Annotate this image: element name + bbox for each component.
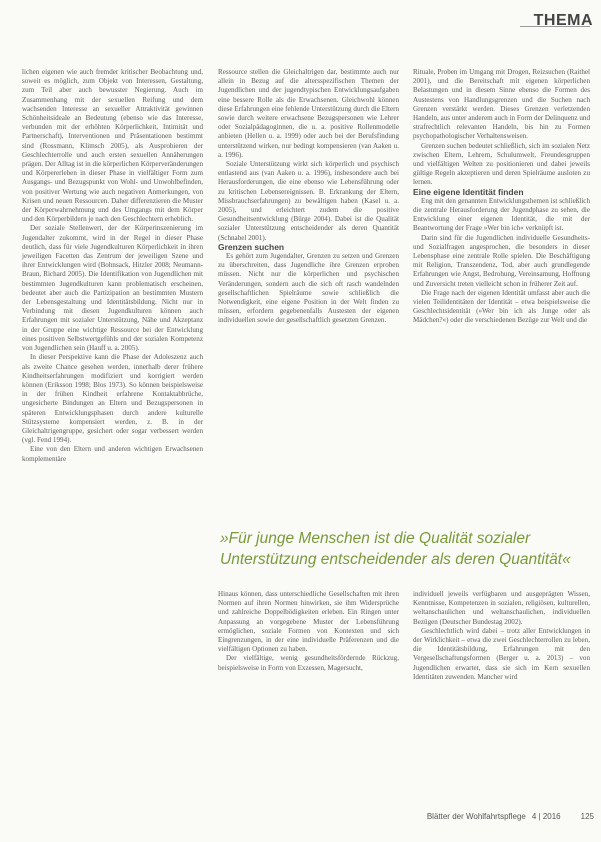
paragraph: Der soziale Stellenwert, der der Körperinszenierung im Jugendalter zukommt, wird in der Regel in dieser Phase deutlich, dass für viele Jugendkulturen Körperlichkeit in ihren jeweiligen Facetten das Zentrum der jeweiligen Szene und ihrer Entwicklungen wird (Bohnsack, Hitzler 2008; Neumann-Braun, Richard 2005). Die Identifikation von Jugendlichen mit bestimmten Jugendkulturen kann problematisch erscheinen, bedeutet aber auch die Partizipation an bestimmten Mustern der Lebensgestaltung und Identitätsbildung. Nicht nur in Verbindung mit diesen Jugendkulturen können auch Erfahrungen mit sozialer Unterstützung, Nähe und Akzeptanz in der Gruppe eine wichtige Ressource bei der Entwicklung eines positiven Selbstwertgefühls und der sozialen Kompetenz von Jugendlichen sein (Hauff u. a. 2005). <box>22 224 203 353</box>
issue-number: 4 | 2016 <box>531 812 561 821</box>
paragraph: Rituale, Proben im Umgang mit Drogen, Reizsuchen (Raithel 2001), und die Bereitschaft mit eigenen körperlichen Belastungen und in diesem Sinne ebenso die Formen des Austestens von Handlungsgrenzen und die Suchen nach Grenzen verstärkt werden. Dieses Grenzen verletzenden Handeln, aus unter anderem auch in Form der Delinquenz und strafrechtlich relevanten Handeln, bis hin zu Formen psychopathologischer Verhaltensweisen. <box>413 68 590 141</box>
paragraph: individuell jeweils verfügbaren und ausgeprägten Wissen, Kenntnisse, Kompetenzen in sozialen, religiösen, kulturellen, weltanschaulichen und weltanschaulichen, individuellen Bezügen (Deutscher Bundestag 2002). <box>413 590 590 626</box>
column-right <box>413 68 590 326</box>
journal-name: Blätter der Wohlfahrtspflege <box>426 812 526 821</box>
page-number: 125 <box>580 812 594 821</box>
paragraph: Hinaus können, dass unterschiedliche Gesellschaften mit ihren Normen auf ihren Normen hinwirken, sie ihm Widersprüche und zahlreiche Doppelbödigkeiten erleben. Ein Ringen unter Anpassung an vorgegebene Muster der Lebensführung ermöglichen, soziale Formen von Kontexten und sich Eingrenzungen, in der eine individuelle Präferenzen und die vielfältigen Optionen zu haben. <box>218 590 399 654</box>
column-left <box>22 68 203 464</box>
column-middle <box>218 68 399 326</box>
paragraph: In dieser Perspektive kann die Phase der Adoleszenz auch als zweite Chance gesehen werden, innerhalb derer frühere Kindheitserfahrungen modifiziert und korrigiert werden können (Eriksson 1998; Blos 1973). So können beispielsweise in der frühen Kindheit erfahrene Kontaktabbrüche, ungesicherte Bindungen an Eltern und Bezugspersonen in späteren Entwicklungsphasen durch andere kulturelle Stützsysteme kompensiert werden, z. B. in der Gleichaltrigengruppe, gesichert oder sogar verbessert werden (vgl. Fend 1994). <box>22 353 203 445</box>
section-label: THEMA <box>533 12 593 29</box>
paragraph: Eng mit den genannten Entwicklungsthemen ist schließlich die zentrale Herausforderung der Jugendphase zu sehen, die Entwicklung einer eigenen Identität, die mit der Beantwortung der Frage »Wer bin ich« verknüpft ist. <box>413 196 590 233</box>
subheading-identitaet: Eine eigene Identität finden <box>413 186 524 197</box>
subheading-grenzen: Grenzen suchen <box>218 241 285 252</box>
paragraph: Es gehört zum Jugendalter, Grenzen zu setzen und Grenzen zu überschreiten, dass Jugendliche ihre Grenzen erproben müssen. Nicht nur die körperlichen und psychischen Veränderungen, sondern auch die sich oft rasch wandelnden gesellschaftlichen Spielräume sowie schließlich die Notwendigkeit, eine eigene Position in der Welt finden zu müssen, erfordern gegebenenfalls Austesten der eigenen individuellen sowie der gesellschaftlich gesetzten Grenzen. <box>218 252 399 325</box>
paragraph: lichen eigenen wie auch fremder kritischer Beobachtung und, soweit es möglich, zum Objekt von Interessen, Gestaltung, zum Teil aber auch bewusster Negierung. Auch im Zusammenhang mit der sexuellen Reifung und dem wachsenden Interesse an sexueller Attraktivität gewinnen Schönheitsideale an Bedeutung (ebenso wie das Interesse, verbunden mit der erhöhten Körperlichkeit, Intimität und Partnerschaft), Interventionen und Präsentationen bestimmt sind (Rossmann, Klimsch 2005), als Ausprobieren der Geschlechterrolle und auch ersten sexuellen Annäherungen prägen. Der Alltag ist in die körperlichen Körperveränderungen und Körpererleben in dieser Phase in vielfältiger Form zum Ausgangs- und Bezugspunkt von Wohl- und Unwohlbefinden, von positiver Wertung wie auch negativen Anmerkungen, von Krisen und neuen Ressourcen. Daher differenzieren die Muster der Körperwahrnehmung und des Umgangs mit dem Körper und den Körperbildern je nach den Geschlechtern erheblich. <box>22 68 203 224</box>
paragraph: Geschlechtlich wird dabei – trotz aller Entwicklungen in der Wirklichkeit – etwa die zwei Geschlechterrollen zu leben, die Identitätsbildung, Erfahrungen mit den Vergesellschaftungsformen (Berger u. a. 2013) – von Jugendlichen erwartet, dass sie sich im Kern sexuellen Identitäten zuwenden. Mancher wird <box>413 626 590 681</box>
paragraph: Grenzen suchen bedeutet schließlich, sich im sozialen Netz zwischen Eltern, Lehrern, Schulumwelt, Freundesgruppen und vielfältigen Welten zu positionieren und dabei jeweils gültige Regeln akzeptieren und deren Spielräume ausloten zu lernen. <box>413 141 590 187</box>
paragraph: Soziale Unterstützung wirkt sich körperlich und psychisch entlastend aus (van Aaken u. a. 1996), insbesondere auch bei Herausforderungen, die eine ebenso wie Lebensführung oder zu kritischen Lebensereignissen. B. Erkrankung der Eltern, Missbrauchserfahrungen) zu bewältigen haben (Kasel u. a. 2005), und erleichtert zudem die positive Gesundheitsentwicklung (Bürge 2004). Dabei ist die Qualität sozialer Unterstützung entscheidender als deren Quantität (Schnabel 2001). <box>218 160 399 242</box>
page-footer <box>358 812 594 821</box>
paragraph: Eine von den Eltern und anderen wichtigen Erwachsenen komplementäre <box>22 445 203 463</box>
paragraph: Ressource stellen die Gleichaltrigen dar, bestimmte auch nur allein in Bezug auf die altersspezifischen Themen der Jugendlichen und der jugendtypischen Entwicklungsaufgaben eine bessere Rolle als die Erwachsenen. Gleichwohl können diese Erfahrungen eine fehlende Unterstützung durch die Eltern sowie durch weitere erwachsene Bezugspersonen wie Lehrer oder Sozialpädagoginnen, die u. a. positive Rollenmodelle anbieten (Hellen u. a. 1999) oder auch bei der Berufsfindung unterstützend wirken, nur bedingt kompensieren (van Aaken u. a. 1996). <box>218 68 400 159</box>
column-middle-lower <box>218 590 399 673</box>
pull-quote: »Für junge Menschen ist die Qualität sozialer Unterstützung entscheidender als deren Quantität« <box>220 530 571 568</box>
column-right-lower <box>413 590 590 682</box>
paragraph: Der vielfältige, wenig gesundheitsfördernde Rückzug, beispielsweise in Form von Exzessen, Magersucht, <box>218 654 399 672</box>
paragraph: Die Frage nach der eigenen Identität umfasst aber auch die vielen Teilidentitäten der Identität – etwa beispielsweise die Geschlechtsidentität (»Wer bin ich als Junge oder als Mädchen?«) oder die verschiedenen Bezüge zur Welt und die <box>413 288 590 325</box>
paragraph: Darin sind für die Jugendlichen individuelle Gesundheits- und Sozialfragen angesprochen, die besonders in dieser Lebensphase eine zentrale Rolle spielen. Die Beschäftigung mit Religion, Transzendenz, Tod, aber auch grundlegende Erfahrungen wie Angst, Bedrohung, Vereinsamung, Hoffnung und Zuversicht treten vielleicht schon in früherer Zeit auf. <box>413 233 590 288</box>
